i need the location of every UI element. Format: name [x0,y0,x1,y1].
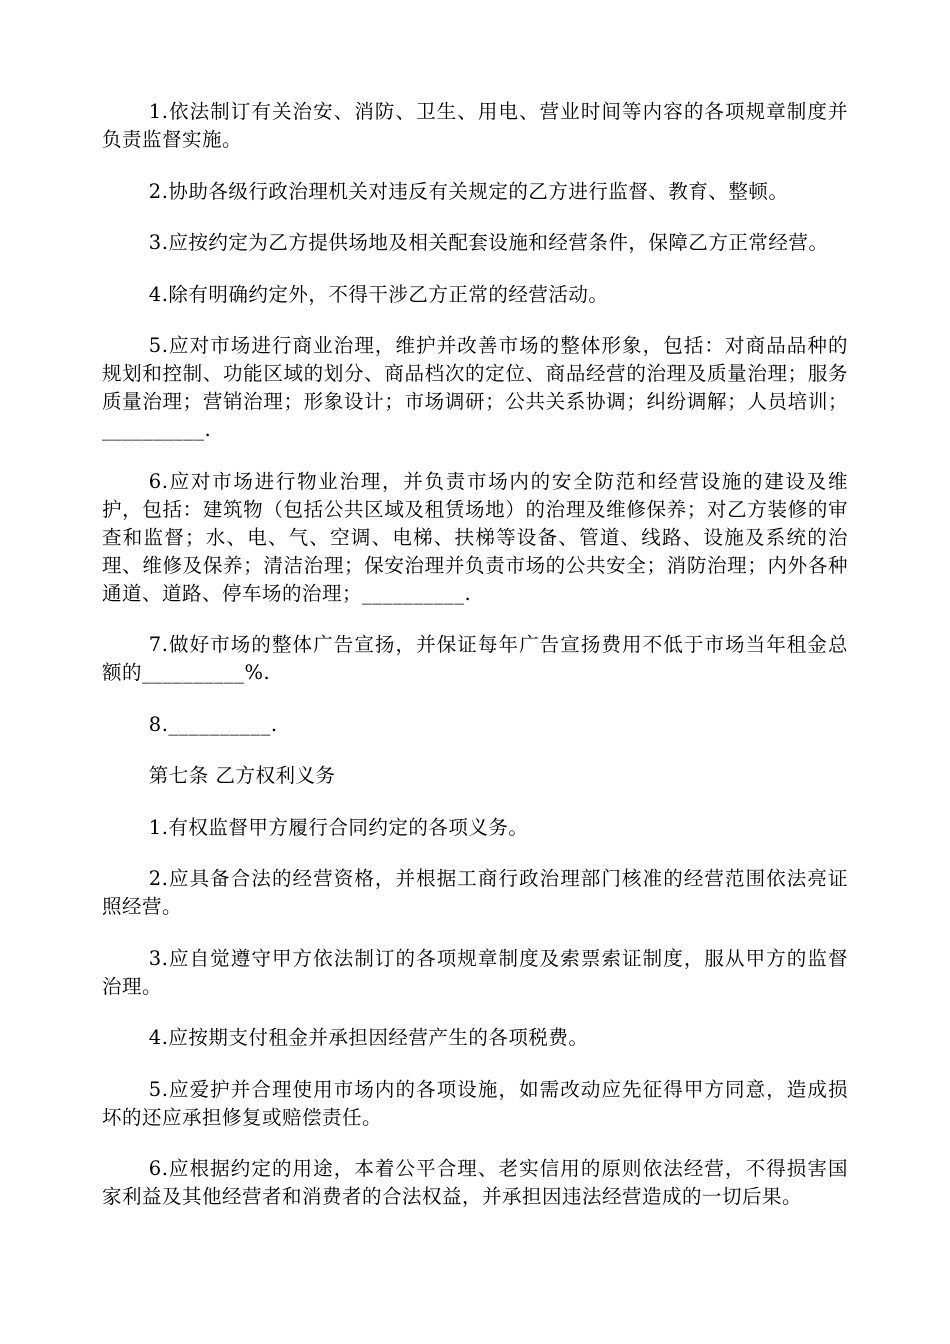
paragraph-b-5: 5.应爱护并合理使用市场内的各项设施，如需改动应先征得甲方同意，造成损坏的还应承担修复或赔偿责任。 [102,1077,848,1129]
paragraph-b-6: 6.应根据约定的用途，本着公平合理、老实信用的原则依法经营，不得损害国家利益及其他经营者和消费者的合法权益，并承担因违法经营造成的一切后果。 [102,1157,848,1208]
paragraph-a-1: 1.依法制订有关治安、消防、卫生、用电、营业时间等内容的各项规章制度并负责监督实施。 [102,100,848,151]
paragraph-a-5: 5.应对市场进行商业治理，维护并改善市场的整体形象，包括：对商品品种的规划和控制、功能区域的划分、商品档次的定位、商品经营的治理及质量治理；服务质量治理；营销治理；形象设计；市场调研；公共关系协调；纠纷调解；人员培训；__________. [102,334,848,441]
document-body [102,98,848,1235]
paragraph-a-3: 3.应按约定为乙方提供场地及相关配套设施和经营条件，保障乙方正常经营。 [148,231,829,254]
paragraph-a-6: 6.应对市场进行物业治理，并负责市场内的安全防范和经营设施的建设及维护，包括：建筑物（包括公共区域及租赁场地）的治理及维修保养；对乙方装修的审查和监督；水、电、气、空调、电梯、扶梯等设备、管道、线路、设施及系统的治理、维修及保养；清洁治理；保安治理并负责市场的公共安全；消防治理；内外各种通道、道路、停车场的治理；__________. [102,469,848,605]
paragraph-a-2: 2.协助各级行政治理机关对违反有关规定的乙方进行监督、教育、整顿。 [148,179,789,203]
paragraph-b-2: 2.应具备合法的经营资格，并根据工商行政治理部门核准的经营范围依法亮证照经营。 [102,867,848,918]
paragraph-a-7: 7.做好市场的整体广告宣扬，并保证每年广告宣扬费用不低于市场当年租金总额的__________%. [102,633,848,684]
paragraph-b-1: 1.有权监督甲方履行合同约定的各项义务。 [148,815,529,839]
paragraph-a-4: 4.除有明确约定外，不得干涉乙方正常的经营活动。 [148,282,609,306]
paragraph-a-8: 8.__________. [148,712,278,736]
paragraph-b-3: 3.应自觉遵守甲方依法制订的各项规章制度及索票索证制度，服从甲方的监督治理。 [102,946,848,998]
paragraph-b-4: 4.应按期支付租金并承担因经营产生的各项税费。 [148,1026,589,1049]
article-heading: 第七条 乙方权利义务 [148,764,336,787]
